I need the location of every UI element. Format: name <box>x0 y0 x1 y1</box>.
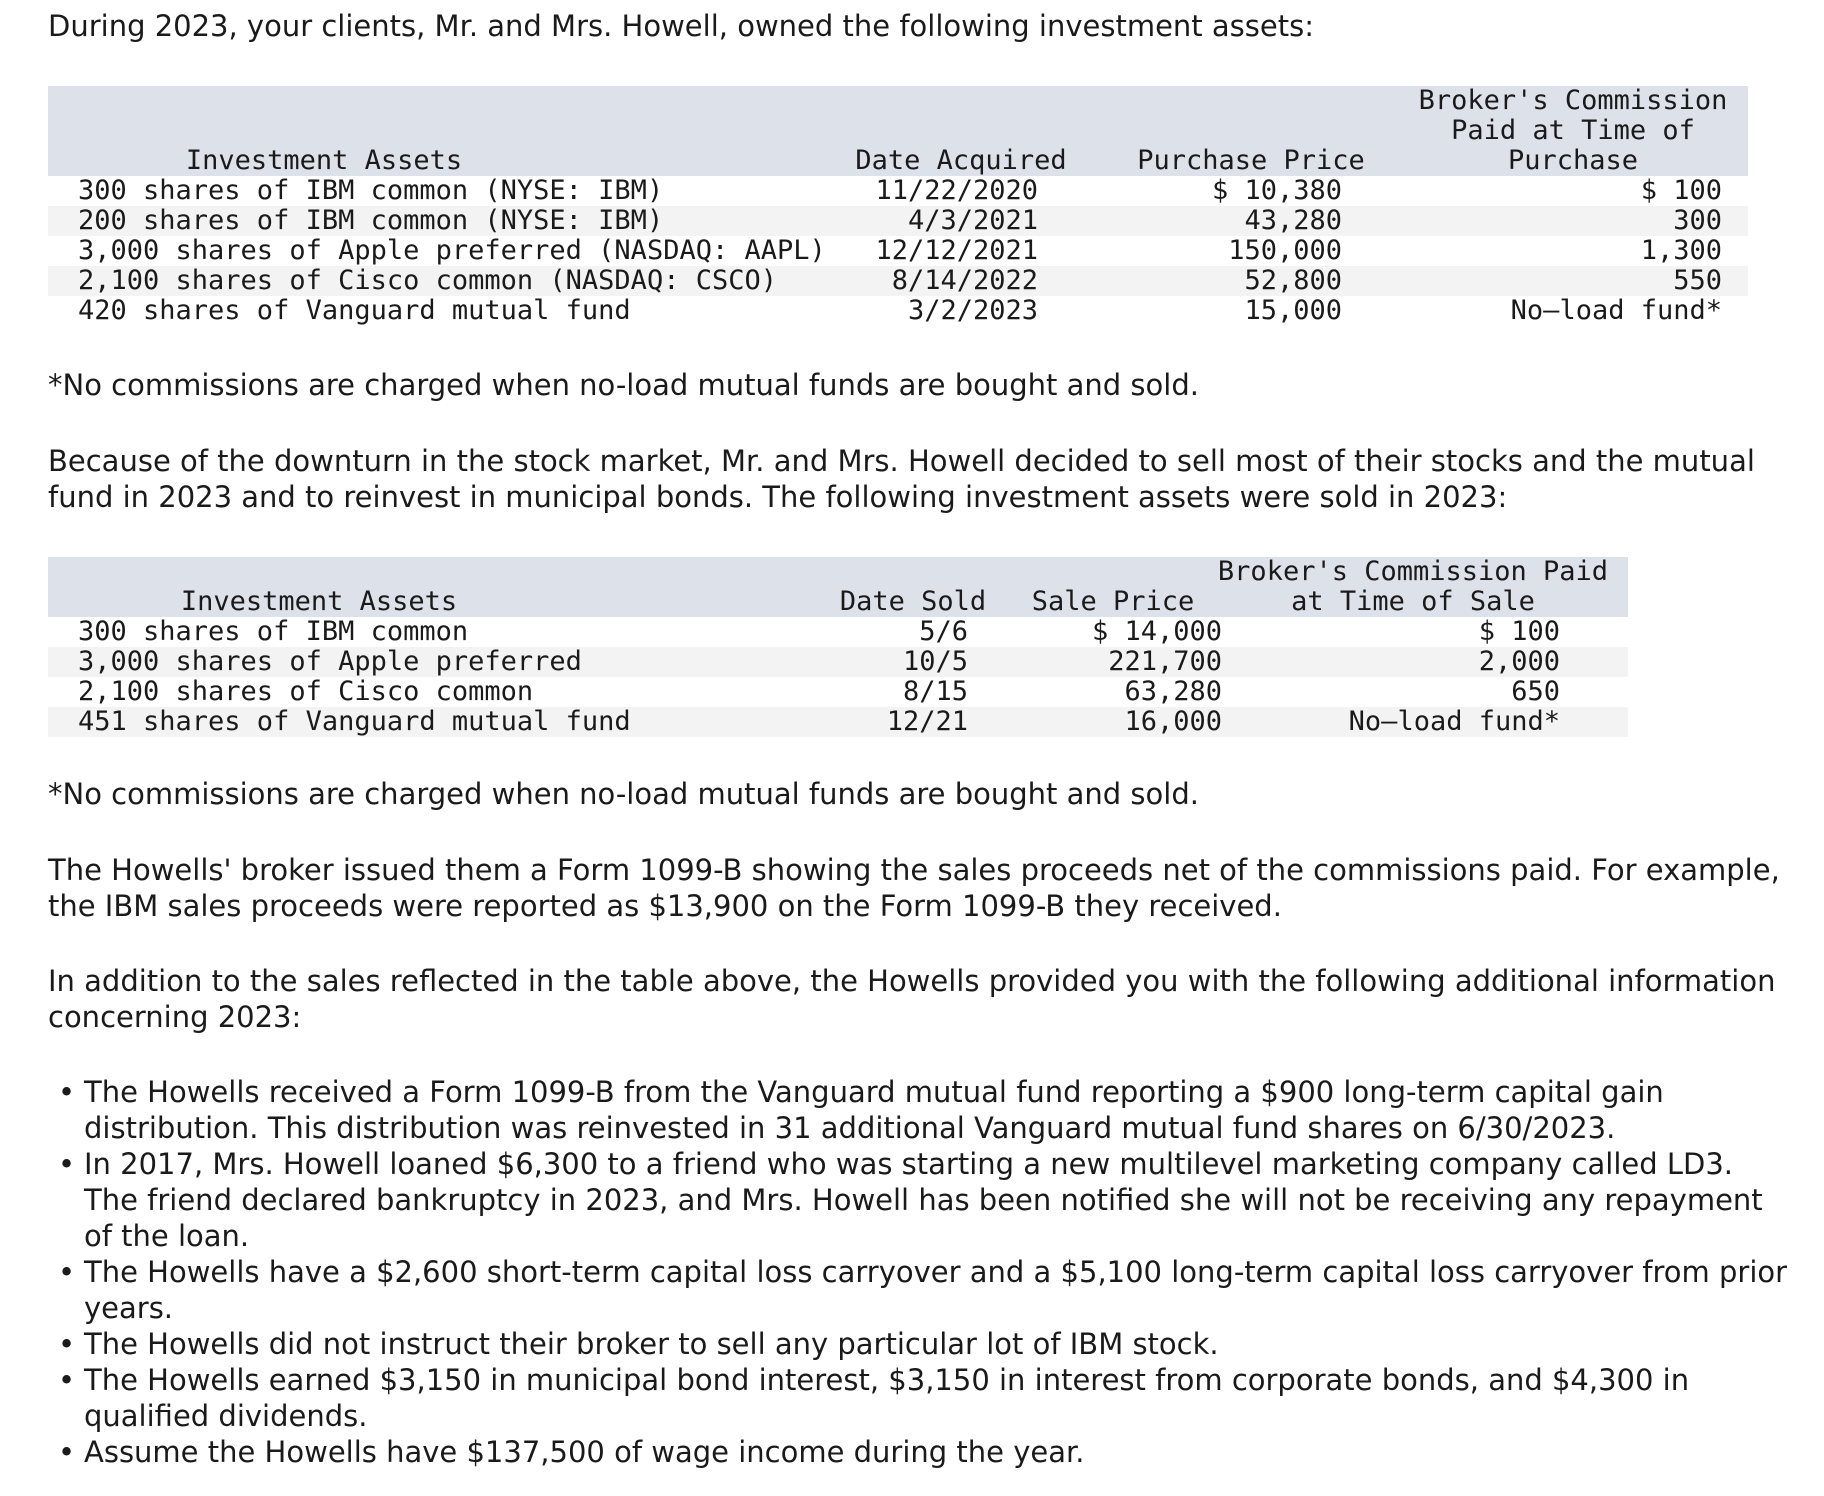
bullet-icon: • <box>58 1327 76 1361</box>
list-item <box>48 1074 1788 1146</box>
sale-commission: $ 100 <box>1478 616 1560 647</box>
list-item <box>48 1326 1788 1362</box>
sale-price: 16,000 <box>1124 706 1222 737</box>
sale-asset: 300 shares of IBM common <box>78 616 469 647</box>
table-row <box>48 707 1628 737</box>
purchase-price: 52,800 <box>1244 265 1342 296</box>
sale-price: 221,700 <box>1108 646 1222 677</box>
list-item <box>48 1362 1788 1434</box>
sale-asset: 451 shares of Vanguard mutual fund <box>78 706 631 737</box>
list-item <box>48 1254 1788 1326</box>
sale-date: 10/5 <box>902 646 968 677</box>
purchase-commission: 550 <box>1673 265 1722 296</box>
sale-commission: 650 <box>1511 676 1560 707</box>
sales-header-price: Sale Price <box>1031 586 1195 617</box>
list-item <box>48 1434 1788 1470</box>
purchase-price: 15,000 <box>1244 295 1342 326</box>
bullet-icon: • <box>58 1255 76 1289</box>
purchases-table-header <box>48 86 1748 176</box>
list-item-text: The Howells have a $2,600 short-term capital loss carryover and a $5,100 long-term capital loss carryover from prior years. <box>84 1255 1788 1325</box>
purchase-commission: No–load fund* <box>1510 295 1722 326</box>
table-row <box>48 236 1748 266</box>
list-item-text: The Howells did not instruct their broker to sell any particular lot of IBM stock. <box>84 1327 1219 1361</box>
purchase-asset: 2,100 shares of Cisco common (NASDAQ: CSCO) <box>78 265 777 296</box>
sale-date: 5/6 <box>919 616 968 647</box>
sale-asset: 2,100 shares of Cisco common <box>78 676 534 707</box>
table-row <box>48 296 1748 326</box>
list-item-text: The Howells earned $3,150 in municipal bond interest, $3,150 in interest from corporate bonds, and $4,300 in qualified dividends. <box>84 1363 1690 1433</box>
bullet-icon: • <box>58 1363 76 1397</box>
sale-price: 63,280 <box>1124 676 1222 707</box>
purchase-asset: 300 shares of IBM common (NYSE: IBM) <box>78 175 664 206</box>
sale-price: $ 14,000 <box>1091 616 1222 647</box>
sale-commission: No–load fund* <box>1348 706 1560 737</box>
purchases-header-date: Date Acquired <box>855 145 1067 176</box>
sale-date: 8/15 <box>902 676 968 707</box>
bullet-icon: • <box>58 1147 76 1181</box>
table-row <box>48 266 1748 296</box>
list-item <box>48 1146 1788 1254</box>
sales-table <box>48 557 1628 740</box>
broker-1099b-text: The Howells' broker issued them a Form 1099-B showing the sales proceeds net of the commissions paid. For example, the IBM sales proceeds were reported as $13,900 on the Form 1099-B they received. <box>48 853 1780 923</box>
purchases-header-asset: Investment Assets <box>185 145 463 176</box>
purchase-asset: 420 shares of Vanguard mutual fund <box>78 295 631 326</box>
table-row <box>48 206 1748 236</box>
bullet-icon: • <box>58 1435 76 1469</box>
purchase-price: 150,000 <box>1228 235 1342 266</box>
purchase-asset: 3,000 shares of Apple preferred (NASDAQ: AAPL) <box>78 235 826 266</box>
additional-info-list <box>48 1074 1788 1470</box>
sales-header-commission: Broker's Commission Paid at Time of Sale <box>1217 556 1609 617</box>
purchase-date: 4/3/2021 <box>907 205 1038 236</box>
table-row <box>48 617 1628 647</box>
purchase-commission: 1,300 <box>1640 235 1722 266</box>
table-row <box>48 647 1628 677</box>
purchase-commission: $ 100 <box>1640 175 1722 206</box>
sales-header-asset: Investment Assets <box>180 586 458 617</box>
footnote-sales: *No commissions are charged when no-load mutual funds are bought and sold. <box>48 777 1199 811</box>
sale-commission: 2,000 <box>1478 646 1560 677</box>
sales-table-header <box>48 557 1628 617</box>
table-row <box>48 677 1628 707</box>
table-row <box>48 176 1748 206</box>
purchases-table <box>48 86 1748 326</box>
purchase-date: 3/2/2023 <box>907 295 1038 326</box>
list-item-text: The Howells received a Form 1099-B from the Vanguard mutual fund reporting a $900 long-term capital gain distribution. This distribution was reinvested in 31 additional Vanguard mutual fund shares on 6/30/2023. <box>84 1075 1664 1145</box>
purchase-date: 8/14/2022 <box>891 265 1038 296</box>
list-item-text: In 2017, Mrs. Howell loaned $6,300 to a friend who was starting a new multilevel marketing company called LD3. The friend declared bankruptcy in 2023, and Mrs. Howell has been notified she will not be receiving any repayment of the loan. <box>84 1147 1763 1253</box>
purchase-price: 43,280 <box>1244 205 1342 236</box>
bullet-icon: • <box>58 1075 76 1109</box>
intro-text: During 2023, your clients, Mr. and Mrs. Howell, owned the following investment assets: <box>48 9 1314 43</box>
sales-intro-text: Because of the downturn in the stock market, Mr. and Mrs. Howell decided to sell most of their stocks and the mutual fund in 2023 and to reinvest in municipal bonds. The following investment assets were sold in 2023: <box>48 444 1755 514</box>
purchases-header-price: Purchase Price <box>1137 145 1365 176</box>
sales-header-date: Date Sold <box>839 586 987 617</box>
additional-info-intro: In addition to the sales reflected in the table above, the Howells provided you with the following additional information concerning 2023: <box>48 964 1776 1034</box>
purchases-header-commission: Broker's Commission Paid at Time of Purchase <box>1418 85 1728 176</box>
purchase-commission: 300 <box>1673 205 1722 236</box>
purchase-price: $ 10,380 <box>1211 175 1342 206</box>
purchase-date: 12/12/2021 <box>875 235 1038 266</box>
footnote-purchases: *No commissions are charged when no-load mutual funds are bought and sold. <box>48 368 1199 402</box>
sale-date: 12/21 <box>886 706 968 737</box>
purchase-asset: 200 shares of IBM common (NYSE: IBM) <box>78 205 664 236</box>
list-item-text: Assume the Howells have $137,500 of wage income during the year. <box>84 1435 1085 1469</box>
sale-asset: 3,000 shares of Apple preferred <box>78 646 582 677</box>
purchase-date: 11/22/2020 <box>875 175 1038 206</box>
